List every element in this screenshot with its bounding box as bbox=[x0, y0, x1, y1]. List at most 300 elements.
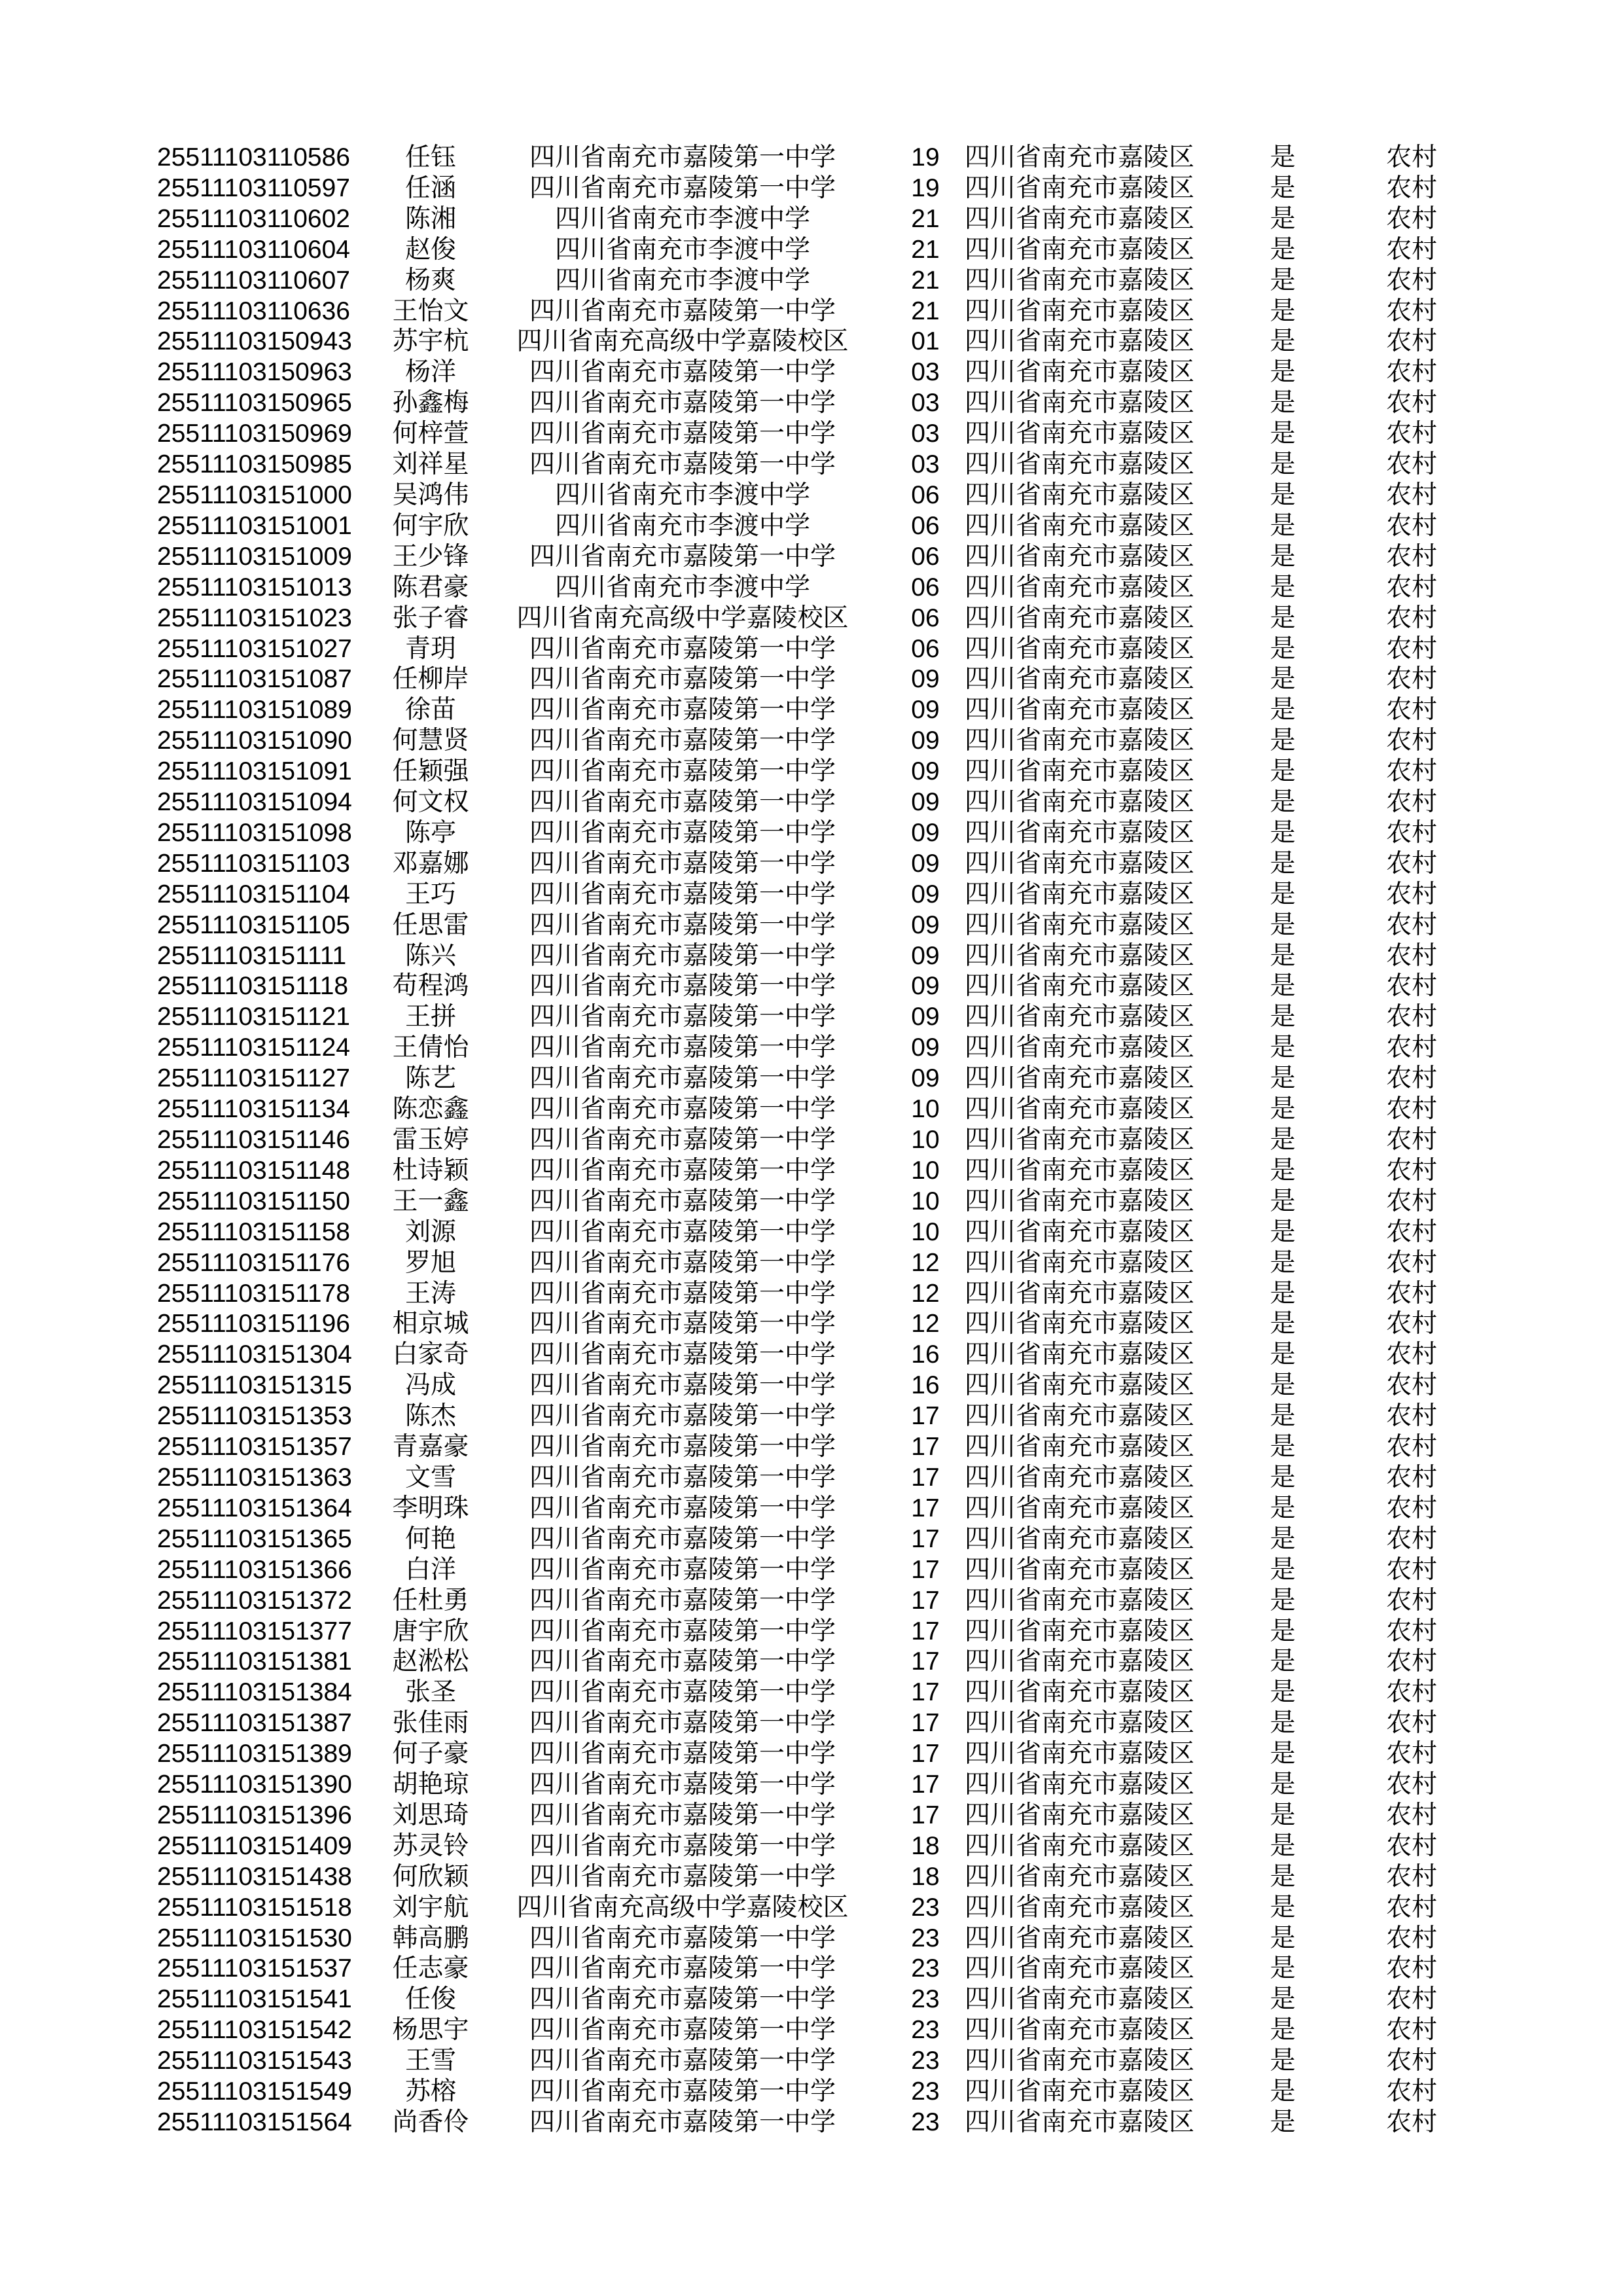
cell-exam-id: 25511103151013 bbox=[157, 573, 352, 601]
cell-student-name: 何文权 bbox=[392, 788, 469, 817]
cell-residence-type: 农村 bbox=[1385, 1893, 1437, 1922]
cell-school: 四川省南充市嘉陵第一中学 bbox=[529, 1279, 836, 1308]
cell-class-number: 09 bbox=[911, 1033, 940, 1062]
cell-student-name: 相京城 bbox=[392, 1310, 469, 1338]
cell-confirm-flag: 是 bbox=[1270, 480, 1296, 509]
cell-residence-type: 农村 bbox=[1385, 420, 1437, 448]
cell-district: 四川省南充市嘉陵区 bbox=[965, 1095, 1195, 1124]
cell-confirm-flag: 是 bbox=[1270, 603, 1296, 632]
cell-residence-type: 农村 bbox=[1385, 880, 1437, 908]
cell-exam-id: 25511103151009 bbox=[157, 542, 352, 571]
cell-district: 四川省南充市嘉陵区 bbox=[965, 266, 1195, 295]
cell-class-number: 16 bbox=[911, 1340, 940, 1369]
cell-class-number: 09 bbox=[911, 1003, 940, 1031]
cell-school: 四川省南充市嘉陵第一中学 bbox=[529, 941, 836, 970]
cell-residence-type: 农村 bbox=[1385, 2016, 1437, 2045]
cell-district: 四川省南充市嘉陵区 bbox=[965, 1985, 1195, 2014]
table-row bbox=[152, 1187, 1448, 1217]
cell-exam-id: 25511103150969 bbox=[157, 420, 352, 448]
cell-residence-type: 农村 bbox=[1385, 1126, 1437, 1154]
cell-exam-id: 25511103151304 bbox=[157, 1340, 352, 1369]
cell-student-name: 张子睿 bbox=[392, 603, 469, 632]
cell-student-name: 赵淞松 bbox=[392, 1647, 469, 1676]
cell-student-name: 王倩怡 bbox=[392, 1033, 469, 1062]
cell-confirm-flag: 是 bbox=[1270, 2016, 1296, 2045]
cell-student-name: 杨洋 bbox=[404, 358, 456, 387]
table-row bbox=[152, 1617, 1448, 1647]
cell-student-name: 刘祥星 bbox=[392, 450, 469, 479]
cell-exam-id: 25511103151387 bbox=[157, 1709, 352, 1738]
cell-school: 四川省南充市嘉陵第一中学 bbox=[529, 450, 836, 479]
cell-exam-id: 25511103151000 bbox=[157, 480, 352, 509]
cell-exam-id: 25511103151118 bbox=[157, 972, 349, 1001]
cell-school: 四川省南充市嘉陵第一中学 bbox=[529, 1340, 836, 1369]
cell-school: 四川省南充市嘉陵第一中学 bbox=[529, 1003, 836, 1031]
cell-class-number: 16 bbox=[911, 1371, 940, 1400]
cell-student-name: 邓嘉娜 bbox=[392, 849, 469, 878]
cell-school: 四川省南充市嘉陵第一中学 bbox=[529, 1555, 836, 1584]
cell-student-name: 青玥 bbox=[404, 634, 456, 663]
cell-residence-type: 农村 bbox=[1385, 603, 1437, 632]
cell-residence-type: 农村 bbox=[1385, 1831, 1437, 1860]
cell-district: 四川省南充市嘉陵区 bbox=[965, 235, 1195, 264]
cell-district: 四川省南充市嘉陵区 bbox=[965, 1064, 1195, 1093]
cell-student-name: 何欣颖 bbox=[392, 1862, 469, 1891]
cell-exam-id: 25511103110636 bbox=[157, 296, 350, 325]
cell-confirm-flag: 是 bbox=[1270, 818, 1296, 847]
table-row bbox=[152, 695, 1448, 726]
cell-school: 四川省南充市李渡中学 bbox=[554, 573, 810, 601]
cell-student-name: 王涛 bbox=[404, 1279, 456, 1308]
cell-student-name: 刘源 bbox=[404, 1217, 456, 1246]
table-row bbox=[152, 1924, 1448, 1954]
table-row bbox=[152, 296, 1448, 327]
cell-class-number: 10 bbox=[911, 1217, 940, 1246]
cell-confirm-flag: 是 bbox=[1270, 1494, 1296, 1522]
cell-school: 四川省南充市嘉陵第一中学 bbox=[529, 1801, 836, 1829]
cell-exam-id: 25511103151178 bbox=[157, 1279, 350, 1308]
cell-confirm-flag: 是 bbox=[1270, 696, 1296, 725]
cell-class-number: 06 bbox=[911, 511, 940, 540]
cell-district: 四川省南充市嘉陵区 bbox=[965, 1494, 1195, 1522]
cell-confirm-flag: 是 bbox=[1270, 1555, 1296, 1584]
cell-class-number: 09 bbox=[911, 910, 940, 939]
cell-district: 四川省南充市嘉陵区 bbox=[965, 1647, 1195, 1676]
cell-residence-type: 农村 bbox=[1385, 1586, 1437, 1615]
cell-residence-type: 农村 bbox=[1385, 1647, 1437, 1676]
table-row bbox=[152, 1524, 1448, 1555]
table-row bbox=[152, 1371, 1448, 1401]
cell-residence-type: 农村 bbox=[1385, 2047, 1437, 2075]
cell-district: 四川省南充市嘉陵区 bbox=[965, 2016, 1195, 2045]
cell-student-name: 任志豪 bbox=[392, 1954, 469, 1983]
cell-confirm-flag: 是 bbox=[1270, 1831, 1296, 1860]
cell-student-name: 尚香伶 bbox=[392, 2108, 469, 2136]
cell-district: 四川省南充市嘉陵区 bbox=[965, 1433, 1195, 1462]
cell-class-number: 18 bbox=[911, 1831, 940, 1860]
cell-student-name: 苏榕 bbox=[404, 2077, 456, 2106]
table-row bbox=[152, 2015, 1448, 2046]
cell-confirm-flag: 是 bbox=[1270, 1647, 1296, 1676]
cell-confirm-flag: 是 bbox=[1270, 1340, 1296, 1369]
cell-exam-id: 25511103151134 bbox=[157, 1095, 350, 1124]
table-row bbox=[152, 480, 1448, 511]
cell-district: 四川省南充市嘉陵区 bbox=[965, 327, 1195, 356]
cell-school: 四川省南充市嘉陵第一中学 bbox=[529, 1985, 836, 2014]
cell-school: 四川省南充市嘉陵第一中学 bbox=[529, 1924, 836, 1952]
cell-class-number: 10 bbox=[911, 1156, 940, 1185]
cell-school: 四川省南充市嘉陵第一中学 bbox=[529, 818, 836, 847]
cell-class-number: 17 bbox=[911, 1617, 940, 1645]
cell-exam-id: 25511103151001 bbox=[157, 511, 352, 540]
cell-confirm-flag: 是 bbox=[1270, 880, 1296, 908]
table-row bbox=[152, 603, 1448, 634]
cell-student-name: 李明珠 bbox=[392, 1494, 469, 1522]
cell-confirm-flag: 是 bbox=[1270, 972, 1296, 1001]
cell-class-number: 09 bbox=[911, 972, 940, 1001]
cell-district: 四川省南充市嘉陵区 bbox=[965, 1126, 1195, 1154]
cell-confirm-flag: 是 bbox=[1270, 665, 1296, 694]
cell-student-name: 陈亭 bbox=[404, 818, 456, 847]
cell-class-number: 12 bbox=[911, 1279, 940, 1308]
cell-confirm-flag: 是 bbox=[1270, 173, 1296, 202]
cell-residence-type: 农村 bbox=[1385, 1340, 1437, 1369]
cell-school: 四川省南充市嘉陵第一中学 bbox=[529, 910, 836, 939]
cell-confirm-flag: 是 bbox=[1270, 1709, 1296, 1738]
cell-exam-id: 25511103151196 bbox=[157, 1310, 350, 1338]
cell-school: 四川省南充市李渡中学 bbox=[554, 204, 810, 233]
cell-residence-type: 农村 bbox=[1385, 818, 1437, 847]
cell-residence-type: 农村 bbox=[1385, 1709, 1437, 1738]
cell-district: 四川省南充市嘉陵区 bbox=[965, 1862, 1195, 1891]
cell-class-number: 09 bbox=[911, 1064, 940, 1093]
cell-district: 四川省南充市嘉陵区 bbox=[965, 634, 1195, 663]
cell-residence-type: 农村 bbox=[1385, 1924, 1437, 1952]
cell-class-number: 17 bbox=[911, 1801, 940, 1829]
cell-district: 四川省南充市嘉陵区 bbox=[965, 1893, 1195, 1922]
table-row bbox=[152, 1586, 1448, 1617]
cell-school: 四川省南充高级中学嘉陵校区 bbox=[516, 1893, 849, 1922]
cell-student-name: 王怡文 bbox=[392, 296, 469, 325]
table-row bbox=[152, 419, 1448, 450]
cell-district: 四川省南充市嘉陵区 bbox=[965, 1033, 1195, 1062]
cell-residence-type: 农村 bbox=[1385, 1954, 1437, 1983]
cell-exam-id: 25511103151104 bbox=[157, 880, 350, 908]
cell-residence-type: 农村 bbox=[1385, 634, 1437, 663]
cell-school: 四川省南充市嘉陵第一中学 bbox=[529, 849, 836, 878]
cell-school: 四川省南充市嘉陵第一中学 bbox=[529, 358, 836, 387]
cell-district: 四川省南充市嘉陵区 bbox=[965, 1524, 1195, 1553]
cell-exam-id: 25511103151365 bbox=[157, 1524, 352, 1553]
table-row bbox=[152, 1954, 1448, 1984]
cell-student-name: 张圣 bbox=[404, 1678, 456, 1707]
cell-confirm-flag: 是 bbox=[1270, 1617, 1296, 1645]
table-row bbox=[152, 1984, 1448, 2015]
cell-residence-type: 农村 bbox=[1385, 1033, 1437, 1062]
cell-exam-id: 25511103151530 bbox=[157, 1924, 352, 1952]
cell-class-number: 19 bbox=[911, 173, 940, 202]
cell-exam-id: 25511103151372 bbox=[157, 1586, 352, 1615]
cell-confirm-flag: 是 bbox=[1270, 296, 1296, 325]
cell-class-number: 09 bbox=[911, 696, 940, 725]
cell-exam-id: 25511103151089 bbox=[157, 696, 352, 725]
cell-confirm-flag: 是 bbox=[1270, 1954, 1296, 1983]
cell-exam-id: 25511103151094 bbox=[157, 788, 352, 817]
cell-school: 四川省南充市嘉陵第一中学 bbox=[529, 1310, 836, 1338]
cell-confirm-flag: 是 bbox=[1270, 1433, 1296, 1462]
cell-confirm-flag: 是 bbox=[1270, 420, 1296, 448]
table-row bbox=[152, 1002, 1448, 1033]
cell-class-number: 21 bbox=[911, 296, 940, 325]
cell-exam-id: 25511103151549 bbox=[157, 2077, 352, 2106]
table-row bbox=[152, 143, 1448, 173]
cell-confirm-flag: 是 bbox=[1270, 1924, 1296, 1952]
cell-exam-id: 25511103110602 bbox=[157, 204, 350, 233]
cell-exam-id: 25511103151127 bbox=[157, 1064, 350, 1093]
cell-class-number: 10 bbox=[911, 1095, 940, 1124]
cell-confirm-flag: 是 bbox=[1270, 1003, 1296, 1031]
cell-residence-type: 农村 bbox=[1385, 1862, 1437, 1891]
cell-student-name: 雷玉婷 bbox=[392, 1126, 469, 1154]
cell-confirm-flag: 是 bbox=[1270, 1678, 1296, 1707]
cell-school: 四川省南充市嘉陵第一中学 bbox=[529, 1248, 836, 1277]
cell-residence-type: 农村 bbox=[1385, 389, 1437, 418]
cell-district: 四川省南充市嘉陵区 bbox=[965, 1187, 1195, 1215]
cell-confirm-flag: 是 bbox=[1270, 726, 1296, 755]
student-roster-table bbox=[152, 143, 1448, 2138]
table-row bbox=[152, 1156, 1448, 1187]
cell-residence-type: 农村 bbox=[1385, 480, 1437, 509]
cell-exam-id: 25511103150943 bbox=[157, 327, 352, 356]
cell-residence-type: 农村 bbox=[1385, 1217, 1437, 1246]
cell-school: 四川省南充市嘉陵第一中学 bbox=[529, 726, 836, 755]
cell-school: 四川省南充市嘉陵第一中学 bbox=[529, 1494, 836, 1522]
cell-district: 四川省南充市嘉陵区 bbox=[965, 450, 1195, 479]
cell-school: 四川省南充市嘉陵第一中学 bbox=[529, 296, 836, 325]
cell-residence-type: 农村 bbox=[1385, 757, 1437, 786]
cell-exam-id: 25511103151148 bbox=[157, 1156, 350, 1185]
cell-student-name: 何梓萱 bbox=[392, 420, 469, 448]
cell-residence-type: 农村 bbox=[1385, 1156, 1437, 1185]
cell-school: 四川省南充市嘉陵第一中学 bbox=[529, 2077, 836, 2106]
cell-class-number: 23 bbox=[911, 2016, 940, 2045]
table-row bbox=[152, 173, 1448, 204]
table-row bbox=[152, 1033, 1448, 1064]
cell-residence-type: 农村 bbox=[1385, 1003, 1437, 1031]
table-row bbox=[152, 818, 1448, 849]
table-row bbox=[152, 573, 1448, 603]
cell-class-number: 06 bbox=[911, 573, 940, 601]
cell-student-name: 何慧贤 bbox=[392, 726, 469, 755]
cell-confirm-flag: 是 bbox=[1270, 1586, 1296, 1615]
cell-school: 四川省南充市嘉陵第一中学 bbox=[529, 173, 836, 202]
table-row bbox=[152, 357, 1448, 388]
cell-class-number: 10 bbox=[911, 1126, 940, 1154]
cell-district: 四川省南充市嘉陵区 bbox=[965, 173, 1195, 202]
cell-school: 四川省南充高级中学嘉陵校区 bbox=[516, 327, 849, 356]
cell-confirm-flag: 是 bbox=[1270, 1893, 1296, 1922]
cell-confirm-flag: 是 bbox=[1270, 634, 1296, 663]
cell-district: 四川省南充市嘉陵区 bbox=[965, 1678, 1195, 1707]
table-row bbox=[152, 388, 1448, 419]
cell-class-number: 03 bbox=[911, 420, 940, 448]
cell-confirm-flag: 是 bbox=[1270, 1095, 1296, 1124]
table-row bbox=[152, 941, 1448, 972]
table-row bbox=[152, 910, 1448, 941]
cell-confirm-flag: 是 bbox=[1270, 1770, 1296, 1799]
cell-exam-id: 25511103151438 bbox=[157, 1862, 352, 1891]
cell-school: 四川省南充市嘉陵第一中学 bbox=[529, 972, 836, 1001]
cell-class-number: 03 bbox=[911, 389, 940, 418]
cell-district: 四川省南充市嘉陵区 bbox=[965, 1954, 1195, 1983]
cell-exam-id: 25511103151363 bbox=[157, 1463, 352, 1492]
table-row bbox=[152, 1801, 1448, 1831]
cell-student-name: 白洋 bbox=[404, 1555, 456, 1584]
cell-district: 四川省南充市嘉陵区 bbox=[965, 1156, 1195, 1185]
cell-residence-type: 农村 bbox=[1385, 173, 1437, 202]
cell-student-name: 胡艳琼 bbox=[392, 1770, 469, 1799]
cell-school: 四川省南充市嘉陵第一中学 bbox=[529, 2108, 836, 2136]
cell-exam-id: 25511103151564 bbox=[157, 2108, 352, 2136]
cell-school: 四川省南充市李渡中学 bbox=[554, 266, 810, 295]
cell-confirm-flag: 是 bbox=[1270, 1524, 1296, 1553]
cell-residence-type: 农村 bbox=[1385, 1770, 1437, 1799]
cell-student-name: 韩高鹏 bbox=[392, 1924, 469, 1952]
cell-district: 四川省南充市嘉陵区 bbox=[965, 389, 1195, 418]
table-row bbox=[152, 849, 1448, 880]
cell-confirm-flag: 是 bbox=[1270, 1156, 1296, 1185]
cell-student-name: 陈兴 bbox=[404, 941, 456, 970]
cell-district: 四川省南充市嘉陵区 bbox=[965, 511, 1195, 540]
cell-student-name: 杨思宇 bbox=[392, 2016, 469, 2045]
table-row bbox=[152, 327, 1448, 357]
cell-exam-id: 25511103151124 bbox=[157, 1033, 350, 1062]
cell-exam-id: 25511103150963 bbox=[157, 358, 352, 387]
cell-residence-type: 农村 bbox=[1385, 696, 1437, 725]
cell-class-number: 17 bbox=[911, 1555, 940, 1584]
cell-exam-id: 25511103110607 bbox=[157, 266, 350, 295]
cell-student-name: 冯成 bbox=[404, 1371, 456, 1400]
table-row bbox=[152, 542, 1448, 573]
cell-residence-type: 农村 bbox=[1385, 1524, 1437, 1553]
cell-class-number: 06 bbox=[911, 542, 940, 571]
cell-residence-type: 农村 bbox=[1385, 235, 1437, 264]
cell-residence-type: 农村 bbox=[1385, 1402, 1437, 1431]
cell-residence-type: 农村 bbox=[1385, 2077, 1437, 2106]
cell-confirm-flag: 是 bbox=[1270, 1064, 1296, 1093]
cell-school: 四川省南充市嘉陵第一中学 bbox=[529, 1740, 836, 1768]
cell-exam-id: 25511103151542 bbox=[157, 2016, 352, 2045]
cell-exam-id: 25511103151087 bbox=[157, 665, 352, 694]
cell-exam-id: 25511103151103 bbox=[157, 849, 350, 878]
cell-exam-id: 25511103151518 bbox=[157, 1893, 352, 1922]
cell-exam-id: 25511103110597 bbox=[157, 173, 350, 202]
cell-district: 四川省南充市嘉陵区 bbox=[965, 296, 1195, 325]
cell-exam-id: 25511103151150 bbox=[157, 1187, 350, 1215]
cell-district: 四川省南充市嘉陵区 bbox=[965, 1586, 1195, 1615]
cell-residence-type: 农村 bbox=[1385, 1095, 1437, 1124]
cell-student-name: 苏宇杭 bbox=[392, 327, 469, 356]
cell-school: 四川省南充市嘉陵第一中学 bbox=[529, 1064, 836, 1093]
cell-district: 四川省南充市嘉陵区 bbox=[965, 603, 1195, 632]
cell-school: 四川省南充市嘉陵第一中学 bbox=[529, 665, 836, 694]
cell-exam-id: 25511103151381 bbox=[157, 1647, 352, 1676]
cell-class-number: 03 bbox=[911, 358, 940, 387]
table-row bbox=[152, 1463, 1448, 1494]
cell-district: 四川省南充市嘉陵区 bbox=[965, 1463, 1195, 1492]
table-row bbox=[152, 1555, 1448, 1586]
cell-class-number: 17 bbox=[911, 1402, 940, 1431]
table-row bbox=[152, 1739, 1448, 1770]
cell-class-number: 09 bbox=[911, 880, 940, 908]
cell-residence-type: 农村 bbox=[1385, 1463, 1437, 1492]
cell-class-number: 17 bbox=[911, 1770, 940, 1799]
cell-school: 四川省南充市嘉陵第一中学 bbox=[529, 1709, 836, 1738]
cell-school: 四川省南充市嘉陵第一中学 bbox=[529, 2016, 836, 2045]
cell-exam-id: 25511103151121 bbox=[157, 1003, 350, 1031]
cell-exam-id: 25511103151409 bbox=[157, 1831, 352, 1860]
cell-residence-type: 农村 bbox=[1385, 726, 1437, 755]
cell-residence-type: 农村 bbox=[1385, 665, 1437, 694]
cell-confirm-flag: 是 bbox=[1270, 389, 1296, 418]
cell-district: 四川省南充市嘉陵区 bbox=[965, 2108, 1195, 2136]
cell-school: 四川省南充市嘉陵第一中学 bbox=[529, 1678, 836, 1707]
table-row bbox=[152, 1279, 1448, 1310]
cell-exam-id: 25511103151146 bbox=[157, 1126, 350, 1154]
cell-student-name: 陈恋鑫 bbox=[392, 1095, 469, 1124]
table-row bbox=[152, 1862, 1448, 1893]
cell-school: 四川省南充市嘉陵第一中学 bbox=[529, 1586, 836, 1615]
cell-confirm-flag: 是 bbox=[1270, 204, 1296, 233]
cell-school: 四川省南充市嘉陵第一中学 bbox=[529, 143, 836, 171]
cell-residence-type: 农村 bbox=[1385, 1617, 1437, 1645]
cell-district: 四川省南充市嘉陵区 bbox=[965, 1617, 1195, 1645]
cell-district: 四川省南充市嘉陵区 bbox=[965, 1248, 1195, 1277]
cell-district: 四川省南充市嘉陵区 bbox=[965, 420, 1195, 448]
cell-district: 四川省南充市嘉陵区 bbox=[965, 1924, 1195, 1952]
cell-class-number: 09 bbox=[911, 788, 940, 817]
cell-exam-id: 25511103151158 bbox=[157, 1217, 350, 1246]
cell-student-name: 王一鑫 bbox=[392, 1187, 469, 1215]
cell-confirm-flag: 是 bbox=[1270, 757, 1296, 786]
cell-exam-id: 25511103151390 bbox=[157, 1770, 352, 1799]
cell-district: 四川省南充市嘉陵区 bbox=[965, 358, 1195, 387]
cell-residence-type: 农村 bbox=[1385, 327, 1437, 356]
cell-student-name: 王拼 bbox=[404, 1003, 456, 1031]
table-row bbox=[152, 1893, 1448, 1924]
cell-class-number: 23 bbox=[911, 2047, 940, 2075]
cell-class-number: 17 bbox=[911, 1709, 940, 1738]
cell-class-number: 03 bbox=[911, 450, 940, 479]
table-row bbox=[152, 1708, 1448, 1739]
table-row bbox=[152, 1494, 1448, 1524]
cell-district: 四川省南充市嘉陵区 bbox=[965, 1740, 1195, 1768]
cell-student-name: 任思雷 bbox=[392, 910, 469, 939]
cell-district: 四川省南充市嘉陵区 bbox=[965, 1217, 1195, 1246]
cell-district: 四川省南充市嘉陵区 bbox=[965, 480, 1195, 509]
cell-student-name: 苏灵铃 bbox=[392, 1831, 469, 1860]
cell-residence-type: 农村 bbox=[1385, 358, 1437, 387]
cell-exam-id: 25511103151091 bbox=[157, 757, 352, 786]
cell-student-name: 王巧 bbox=[404, 880, 456, 908]
cell-district: 四川省南充市嘉陵区 bbox=[965, 1371, 1195, 1400]
cell-school: 四川省南充市李渡中学 bbox=[554, 235, 810, 264]
cell-exam-id: 25511103110586 bbox=[157, 143, 350, 171]
cell-residence-type: 农村 bbox=[1385, 266, 1437, 295]
cell-exam-id: 25511103150965 bbox=[157, 389, 352, 418]
cell-class-number: 12 bbox=[911, 1310, 940, 1338]
cell-student-name: 王少锋 bbox=[392, 542, 469, 571]
